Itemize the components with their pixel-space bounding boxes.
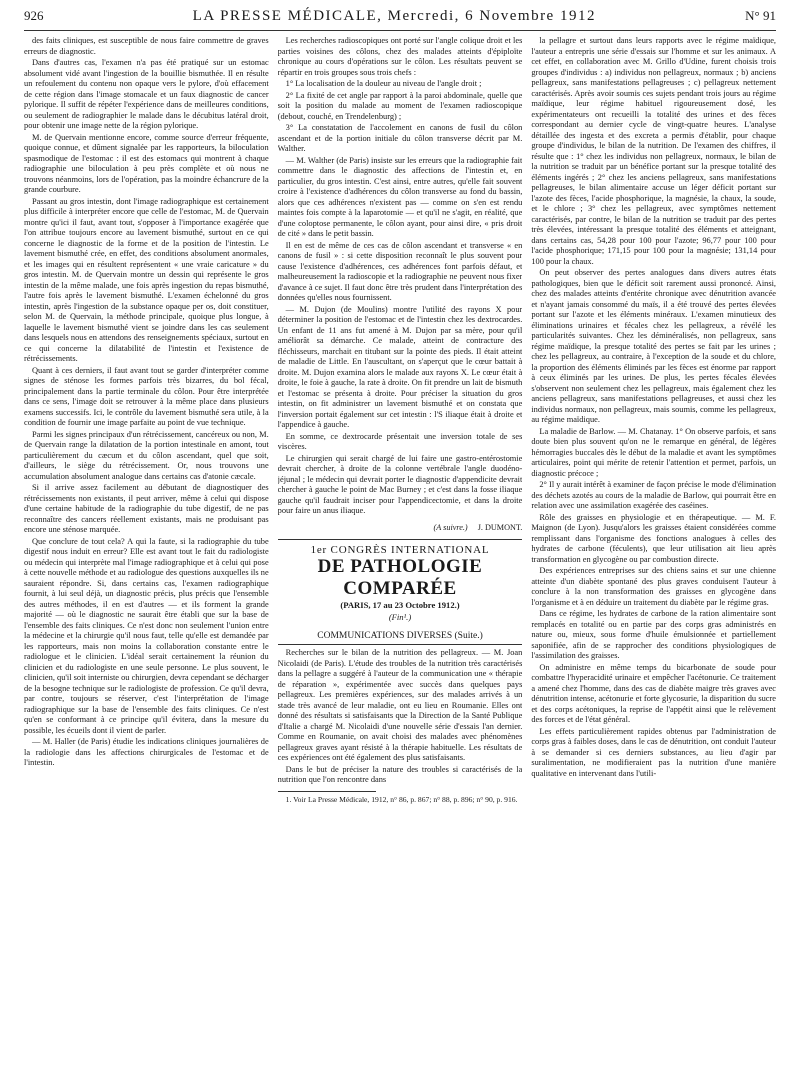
congress-line-1: 1er CONGRÈS INTERNATIONAL: [310, 544, 490, 556]
paragraph: La maladie de Barlow. — M. Chatanay. 1° On observe parfois, et sans doute bien plus souvent qu'on ne le remarque en général, de légères hémorragies buccales dès le début de la maladie et avant les symptômes articulaires, point qui mérite de retenir l'attention et permet, parfois, un diagnostic précoce ;: [531, 426, 777, 478]
congress-fin: (Fin¹.): [388, 612, 412, 622]
paragraph: Dans ce régime, les hydrates de carbone de la ration alimentaire sont remplacés en totalité ou en partie par des corps gras administrés en nature ou, mieux, sous forme d'huile émulsionnée et partiellement saponifiée, afin de se rapprocher des conditions physiologiques de l'assimilation des graisses.: [531, 609, 777, 660]
section-title: COMMUNICATIONS DIVERSES (Suite.): [278, 631, 523, 646]
paragraph: 3° La constatation de l'accolement en canons de fusil du côlon ascendant et de la portion initiale du côlon transverse décrit par M. Walther.: [277, 123, 523, 153]
column-1: [24, 36, 269, 1076]
paragraph: Parmi les signes principaux d'un rétrécissement, cancéreux ou non, M. de Quervain range la dilatation de la portion intestinale en amont, tout particulièrement du cæcum et du côlon ascendant, quel que soit, d'ailleurs, le siège du rétrécissement. Or, nous trouvons une accumulation absolument analogue dans certains cas d'atonie cæcale.: [24, 429, 269, 481]
paragraph: Rôle des graisses en physiologie et en thérapeutique. — M. F. Maignon (de Lyon). Jusqu'alors les graisses étaient considérées comme remplissant dans l'organisme des fonctions analogues à celles des hydrates de carbone (féculents), que leur utilisation ait lieu après transformation en glycogène ou par combustion directe.: [531, 512, 777, 564]
paragraph: Le chirurgien qui serait chargé de lui faire une gastro-entérostomie devrait chercher, à droite de la colonne vertébrale l'angle duodéno-jéjunal ; le médecin qui devrait porter le diagnostic d'appendicite devrait chercher à gauche le point de Mac Burney ; et c'est dans la fosse iliaque gauche qu'il faudrait inciser pour l'appendicectomie, et dans la droite pour faire un anus iliaque.: [277, 453, 523, 515]
paragraph: — M. Walther (de Paris) insiste sur les erreurs que la radiographie fait commettre dans le diagnostic des affections de l'intestin et, en particulier, du gros intestin. C'est ainsi, entre autres, qu'elle fait souvent croire à l'existence d'adhérences du côlon transverse au fond du bassin, alors que ces adhérences n'existent pas — comme on s'en est rendu maintes fois compte à la laparotomie — et qu'il ne s'agit, en réalité, que d'une coloptose permanente, le côlon ayant, pour ainsi dire, « pris droit de cité » dans le petit bassin.: [277, 155, 523, 238]
paragraph: On administre en même temps du bicarbonate de soude pour combattre l'hyperacidité urinaire et empêcher l'acétonurie. Ce traitement a amené chez l'homme, dans des cas de diabète maigre très graves avec dénutrition intense, acétonurie et forte glycosurie, la disparition du sucre et des corps acétoniques, la reprise de l'appétit ainsi que le relèvement des forces et de l'état général.: [531, 662, 777, 724]
paragraph: On peut observer des pertes analogues dans divers autres états pathologiques, bien que le déficit soit rarement aussi prononcé. Ainsi, chez des malades atteints d'entérite chronique avec dénutrition avancée et n'ayant jamais consommé du maïs, il a été trouvé des pertes élevées portant sur l'azote et les éléments minéraux. L'examen minutieux des éliminations urinaires et fécales chez les pellagreux, a révélé les particularités suivantes. Chez les déminéralisés, non pellagreux, sans régime maïdique, la presque totalité des pertes se fait par les urines ; chez les pellagreux, au contraire, à l'exception de la soude et du chlore, la proportion des éléments éliminés par les fèces est énorme par rapport à ceux éliminés par les urines. De plus, les pertes fécales élevées s'observent non seulement chez les pellagreux, mais également chez les anciens pellagreux, sans manifestations pellagreuses, et aussi chez les individus normaux, non pellagreux, mais soumis, comme les pellagreux, au régime maïdique.: [531, 268, 777, 424]
congress-heading: [278, 545, 523, 623]
paragraph: Recherches sur le bilan de la nutrition des pellagreux. — M. Joan Nicolaidi (de Paris). L'étude des troubles de la nutrition très caractérisés dans la pellagre a suggéré à l'auteur de la communication une « thérapie de réparation », expérimentée avec succès dans quelques pays pellagreux. Les premières expériences, sur des malades arrivés à un stade très avancé de leur maladie, ont eu lieu en Roumanie. Elles ont donné des résultats si satisfaisants que la Direction de la Santé Publique d'Italie a chargé M. Nicolaidi d'une nouvelle série d'essais l'an dernier. Comme en Roumanie, on avait choisi des malades avec phénomènes pellagreux graves ayant résisté à la thérapie habituelle. Les résultats de ces expériences ont été également des plus satisfaisants.: [277, 648, 523, 762]
page-number: 926: [24, 8, 44, 23]
journal-title: LA PRESSE MÉDICALE, Mercredi, 6 Novembre 1912: [192, 8, 596, 24]
paragraph: Quant à ces derniers, il faut avant tout se garder d'interpréter comme signes de sténose les formes parfois très bizarres, du bol fécal, principalement dans la partie terminale du côlon. Pour être interprétée dans ce sens, l'image doit se retrouver à la même place dans plusieurs examens successifs. Ici, le contrôle du lavement bismuthé sera utile, à la condition de fournir une image parfaite au point de vue technique.: [24, 365, 269, 427]
paragraph: Si il arrive assez facilement au débutant de diagnostiquer des rétrécissements non existants, il peut arriver, même à celui qui dispose d'une certaine habitude de la radiographie du tube digestif, de ne pas reconnaître des cancers réellement existants, mais ne produisant pas encore une sténose marquée.: [24, 483, 269, 534]
paragraph: Que conclure de tout cela? A qui la faute, si la radiographie du tube digestif nous induit en erreur? Elle est avant tout le fait du radiologiste ou médecin qui interprète mal l'image radiographique et à celui qui pose à cette nouvelle méthode et au radiologue des questions auxquelles ils ne sauraient répondre. Si, dans certains cas, l'examen radiographique fournit, à lui seul déjà, un diagnostic précis, plus précis que l'ensemble des autres méthodes, il en est d'autres — et ils forment la grande majorité — où le diagnostic ne saurait être établi que sur la base de l'ensemble des faits cliniques. Ce n'est donc non seulement l'union entre la médecine et la chirurgie qu'il nous faut, telle qu'elle est demandée par les rapporteurs, mais non moins la collaboration constante entre le radiologue et le clinicien. L'idéal serait certainement la réunion du clinicien et du radiologiste en une seule personne. Le plus souvent, le clinicien, qu'il soit interniste ou chirurgien, devra cependant se décharger de la besogne technique sur le radiologiste de profession. Ce qu'il devra, par contre, toujours se réserver, c'est l'interprétation de l'image radiographique sur la base de l'ensemble des faits cliniques. Ce n'est qu'en se conformant à ce principe qu'il évitera, dans la mesure du possible, les écueils dont il vient de parler.: [24, 536, 269, 735]
paragraph: Dans le but de préciser la nature des troubles si caractérisés de la nutrition que l'on rencontre dans: [277, 764, 523, 784]
column-2: [278, 36, 523, 1076]
paragraph: Passant au gros intestin, dont l'image radiographique est certainement plus difficile à interpréter encore que celle de l'estomac, M. de Quervain montre qu'ici il faut, avant tout, s'opposer à l'importance exagérée que l'on attribue toujours encore au lavement bismuthé, surtout en ce qui concerne le diagnostic de la forme et de la position de l'intestin. Le lavement bismuthé crée, en effet, des conditions absolument anormales, et les images qui en résultent représentent « une vraie caricature » du gros intestin. M. de Quervain montre un dessin qui représente le gros intestin de la même malade, une fois après ingestion du repas bismuthé, l'autre fois après le lavement bismuthé. L'examen échelonné du gros intestin, après l'ingestion de la substance opaque per os, doit constituer, selon M. de Quervain, la méthode principale, quoique plus longue, à laquelle le lavement bismuthé vient se joindre dans les cas seulement dans lesquels nous en attendons des renseignements spéciaux, surtout en ce qui concerne la dilatabilité de l'intestin et l'existence de rétrécissements.: [24, 196, 269, 363]
paragraph: — M. Dujon (de Moulins) montre l'utilité des rayons X pour déterminer la position de l'estomac et de l'intestin chez les dextrocardes. Un enfant de 11 ans fut amené à M. Dujon par sa mère, pour qu'il améliorât sa démarche. Ce malade, atteint de contracture des fléchisseurs, marchait en titubant sur la pointe des pieds. Il était atteint de maladie de Little. En l'auscultant, on s'aperçut que le cœur battait à droite. M. Dujon examina alors le malade aux rayons X. Le cœur était à droite, le foie à gauche, la rate à droite. On fit prendre un lait de bismuth et l'estomac se présenta à droite. Pour préciser la situation du gros intestin, on fit administrer un lavement bismuthé et on constata que l'inversion portait également sur cet intestin : l'S iliaque était à droite et l'appendice à gauche.: [277, 304, 523, 429]
column-3: [531, 36, 776, 1076]
paragraph: Les recherches radioscopiques ont porté sur l'angle colique droit et les parties voisines des côlons, chez des malades atteints d'épiploïte chronique au cours d'opérations sur le côlon. Les résultats peuvent se répartir en trois groupes sous trois chefs :: [277, 36, 523, 77]
congress-line-2: DE PATHOLOGIE COMPARÉE: [317, 555, 483, 599]
paragraph: 2° Il y aurait intérêt à examiner de façon précise le mode d'élimination des déchets azotés au cours de la maladie de Barlow, qui pourrait être en relation avec une assimilation exagérée des caséines.: [531, 480, 777, 510]
footnote: 1. Voir La Presse Médicale, 1912, n° 86, p. 867; n° 88, p. 896; n° 90, p. 916.: [285, 794, 518, 804]
article-signature: [278, 523, 523, 534]
paragraph: — M. Haller (de Paris) étudie les indications cliniques journalières de la radiologie dans les affections chirurgicales de l'estomac et de l'intestin.: [24, 737, 269, 767]
page-columns: [24, 36, 776, 1076]
issue-number: N° 91: [745, 8, 776, 23]
column-2-communications: [278, 648, 523, 786]
paragraph: En somme, ce dextrocarde présentait une inversion totale de ses viscères.: [277, 431, 523, 451]
paragraph: la pellagre et surtout dans leurs rapports avec le régime maïdique, l'auteur a entrepris une série d'essais sur l'homme et sur les animaux. A cet effet, en collaboration avec M. Grillo d'Udine, furent choisis trois groupes d'individus : a) individus non pellagreux, normaux ; b) anciens pellagreux, sans manifestations pellagreuses ; c) pellagreux nettement caractérisés. Après avoir soumis ces sujets pendant trois jours au régime maïdique, leur régime habituel rigoureusement dosé, les expérimentateurs ont recueilli la totalité des urines et des fèces correspondant au dernier cycle de vingt-quatre heures. L'analyse détaillée des ingesta et des excreta a permis d'établir, pour chaque groupe d'individus, le bilan de la nutrition. De l'examen des chiffres, il résulte que : 1° chez les individus non pellagreux, normaux, le bilan de la nutrition se traduit par un bénéfice portant sur la presque totalité des éléments ingérés ; 2° chez les anciens pellagreux, sans manifestations pellagreuses, le bilan alimentaire accuse un léger déficit portant sur l'azote des fèces, l'acide phosphorique, la magnésie, la chaux, la soude, et le chlore ; 3° chez les pellagreux, avec symptômes nettement caractérisés, par contre, le bilan de la nutrition se traduit par des pertes très élevées, intéressant la presque totalité des éléments et atteignant, dans certains cas, 54,28 pour 100 pour l'azote; 96,77 pour 100 pour l'acide phosphorique; 171,15 pour 100 pour la magnésie; 131,14 pour 100 pour la chaux.: [531, 36, 777, 266]
paragraph: Des expériences entreprises sur des chiens sains et sur une chienne atteinte d'un diabète spontané des plus graves conduisent l'auteur à conclure à la non transformation des graisses en glycogène dans l'organisme et à en déduire un traitement du diabète par le régime gras.: [531, 566, 777, 607]
paragraph: 1° La localisation de la douleur au niveau de l'angle droit ;: [285, 79, 482, 88]
paragraph: Dans d'autres cas, l'examen n'a pas été pratiqué sur un estomac absolument vidé avant l'ingestion de la bouillie bismuthée. Il en résulte un refoulement du contenu non opaque vers le pylore, d'où effacement de cette région dans l'image stomacale et un faux diagnostic de cancer pylorique. Il suffit de répéter l'expérience dans de meilleures conditions, ou seulement de radiographier le malade dans le décubitus latéral droit, pour obtenir une image nette de la région pylorique.: [24, 58, 269, 130]
paragraph: des faits cliniques, est susceptible de nous faire commettre de graves erreurs de diagnostic.: [24, 36, 269, 56]
to-be-continued: (A suivre.): [433, 522, 468, 532]
divider: [278, 539, 523, 540]
paragraph: M. de Quervain mentionne encore, comme source d'erreur fréquente, quoique connue, et dûment signalée par les rapporteurs, la biloculation spasmodique de l'estomac : il est des estomacs qui montrent à chaque radiographie une biloculation à peu près complète et où nous ne trouvons néanmoins, lors de l'opération, pas la moindre échancrure de la grande courbure.: [24, 132, 269, 194]
footnote-divider: [278, 791, 376, 792]
page-header: [24, 8, 776, 31]
paragraph: 2° La fixité de cet angle par rapport à la paroi abdominale, quelle que soit la position du malade au moment de l'examen radioscopique (debout, couché, en Trendelenburg) ;: [277, 90, 523, 121]
column-2-article: [278, 36, 523, 517]
paragraph: Les effets particulièrement rapides obtenus par l'administration de corps gras à faibles doses, dans le cas de dénutrition, ont conduit l'auteur à se demander si ces derniers substances, au lieu d'agir par suralimentation, ne modifieraient pas la nutrition d'une manière qualitative en intervenant dans l'utili-: [531, 726, 777, 778]
author-signature: J. DUMONT.: [477, 522, 523, 532]
congress-dates: (PARIS, 17 au 23 Octobre 1912.): [340, 599, 460, 610]
paragraph: Il en est de même de ces cas de côlon ascendant et transverse « en canons de fusil » : si cette disposition reconnaît le plus souvent pour cause l'existence d'adhérences, ces adhérences font parfois défaut, et malheureusement la radioscopie et la radiographie ne peuvent nous fixer d'avance à ce sujet. Il faut donc être très prudent dans l'interprétation des données qu'elles nous fournissent.: [277, 240, 523, 302]
